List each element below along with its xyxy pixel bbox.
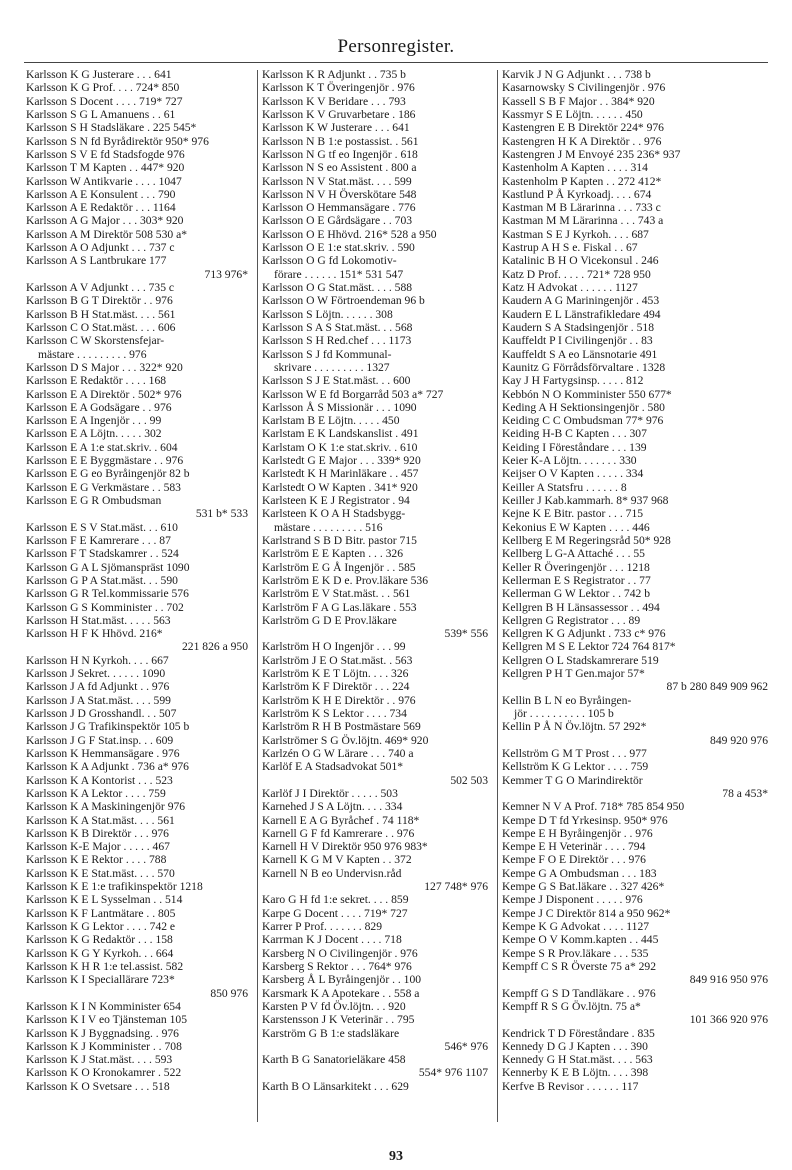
register-entry: Karlsson B G T Direktör . . 976 [26, 294, 173, 308]
register-entry: Kaudern S A Stadsingenjör . 518 [502, 320, 654, 334]
register-entry: Karlsson G S Komminister . . 702 [26, 600, 184, 614]
register-entry: 531 b* 533 [195, 507, 248, 521]
register-entry: jör . . . . . . . . . . 105 b [514, 707, 614, 720]
register-entry: Kempe O V Komm.kapten . . 445 [502, 933, 659, 947]
register-entry: Kempe K G Advokat . . . . 1127 [502, 920, 650, 933]
register-entry: Karlsson J D Grosshandl. . . 507 [26, 707, 177, 720]
register-entry: Karlsson K O Kronokamrer . 522 [26, 1066, 182, 1080]
register-entry: Karlsteen K E J Registrator . 94 [262, 494, 410, 507]
register-entry: Kennerby K E B Löjtn. . . . 398 [502, 1066, 649, 1080]
register-entry: Karlsson C O Stat.mäst. . . . 606 [26, 320, 176, 334]
register-entry: Karlsson K B Direktör . . . 976 [26, 826, 169, 840]
register-entry: Katz D Prof. . . . . 721* 728 950 [502, 267, 651, 281]
register-entry: Kellgren B H Länsassessor . . 494 [502, 600, 660, 614]
register-entry: förare . . . . . . 151* 531 547 [274, 267, 404, 281]
register-entry: Karlsson K G Lektor . . . . 742 e [26, 920, 176, 933]
register-entry: Karlsson J Sekret. . . . . . 1090 [26, 667, 166, 681]
register-entry: Karlsson S N fd Byrådirektör 950* 976 [26, 134, 209, 148]
register-entry: Karnehed J S A Löjtn. . . . 334 [262, 800, 403, 814]
register-entry: 101 366 920 976 [689, 1013, 768, 1027]
register-entry: Karlsson O W Förtroendeman 96 b [262, 294, 425, 308]
register-entry: Kellgren O L Stadskamrerare 519 [502, 653, 659, 667]
register-entry: Karlsson K G Prof. . . . 724* 850 [26, 81, 180, 95]
register-entry: Karlström E E Kapten . . . 326 [262, 547, 404, 561]
register-entry: Karlsson K E Rektor . . . . 788 [26, 853, 167, 867]
register-entry: Karlsson K G Justerare . . . 641 [26, 68, 172, 81]
register-entry: Kemner N V A Prof. 718* 785 854 950 [502, 800, 685, 814]
register-entry: Karlsson K I Speciallärare 723* [26, 973, 175, 987]
register-entry: Karth B G Sanatorieläkare 458 [262, 1053, 406, 1067]
register-entry: Kempe E H Byråingenjör . . 976 [502, 826, 653, 840]
register-entry: Kaudern A G Mariningenjör . 453 [502, 294, 660, 308]
register-entry: Karlsson S A S Stat.mäst. . . 568 [262, 320, 413, 334]
register-entry: 87 b 280 849 909 962 [666, 680, 768, 694]
register-entry: Karlsson J G F Stat.insp. . . 609 [26, 733, 174, 747]
page-title: Personregister. [337, 36, 455, 57]
register-entry: Karlsson E A Direktör . 502* 976 [26, 387, 182, 401]
register-entry: Kempe G S Bat.läkare . . 327 426* [502, 880, 665, 894]
register-entry: Karlsson K E L Sysselman . . 514 [26, 893, 183, 907]
register-entry: Karrman K J Docent . . . . 718 [262, 933, 402, 947]
register-entry: Karlsson S Docent . . . . 719* 727 [26, 94, 183, 108]
register-entry: Karlsson N V H Överskötare 548 [262, 187, 417, 201]
register-entry: Karlsson K G Y Kyrkoh. . . 664 [26, 946, 174, 960]
register-entry: Karlsson S V E fd Stadsfogde 976 [26, 147, 185, 161]
register-entry: Karlsson K A Kontorist . . . 523 [26, 773, 173, 787]
register-entry: mästare . . . . . . . . . 516 [274, 520, 383, 534]
register-entry: Kellgren M S E Lektor 724 764 817* [502, 640, 676, 654]
register-entry: Karlsson K R Adjunkt . . 735 b [262, 68, 406, 81]
register-entry: Karlsson A M Direktör 508 530 a* [26, 227, 188, 241]
register-entry: Karlsson S Löjtn. . . . . . 308 [262, 307, 393, 321]
register-entry: Karlsson A E Konsulent . . . 790 [26, 187, 176, 201]
register-entry: Kemmer T G O Marindirektör [502, 773, 643, 787]
register-entry: Karlstam B E Löjtn. . . . . 450 [262, 414, 400, 428]
register-entry: Kekonius E W Kapten . . . . 446 [502, 520, 650, 534]
register-entry: Keiding C C Ombudsman 77* 976 [502, 414, 664, 428]
register-entry: Karlsson W Antikvarie . . . . 1047 [26, 174, 182, 188]
register-entry: Karlström J E O Stat.mäst. . 563 [262, 653, 413, 667]
register-entry: 849 916 950 976 [689, 973, 768, 987]
register-entry: Kellström G M T Prost . . . 977 [502, 746, 647, 760]
register-entry: Karlsson O E Gårdsägare . . 703 [262, 214, 413, 228]
register-entry: Karlström F A G Las.läkare . 553 [262, 600, 417, 614]
register-entry: Kempe G A Ombudsman . . . 183 [502, 866, 657, 880]
register-entry: Karlsson G A L Sjömanspräst 1090 [26, 560, 190, 574]
register-entry: Karth B O Länsarkitekt . . . 629 [262, 1079, 409, 1093]
register-entry: Karlsson N G tf eo Ingenjör . 618 [262, 147, 418, 161]
register-entry: skrivare . . . . . . . . . 1327 [274, 360, 390, 374]
register-entry: Karlsson K V Beridare . . . 793 [262, 94, 406, 108]
register-entry: Keding A H Sektionsingenjör . 580 [502, 400, 665, 414]
register-entry: Kellin P Å N Öv.löjtn. 57 292* [502, 720, 647, 734]
register-entry: Karlsson K Hemmansägare . 976 [26, 746, 180, 760]
register-entry: Katalinic B H O Vicekonsul . 246 [502, 254, 659, 268]
register-entry: Karlsteen K O A H Stadsbygg- [262, 507, 406, 521]
register-entry: Karlsson K F Lantmätare . . 805 [26, 906, 176, 920]
register-entry: Kerfve B Revisor . . . . . . 117 [502, 1079, 639, 1093]
register-entry: Karlsson T M Kapten . . 447* 920 [26, 161, 185, 175]
register-entry: Karlsson J A fd Adjunkt . . 976 [26, 680, 170, 694]
register-entry: Karlsson K E Stat.mäst. . . . 570 [26, 866, 175, 880]
register-entry: Karlsson J A Stat.mäst. . . . 599 [26, 693, 171, 707]
register-entry: Karlstedt K H Marinläkare . . 457 [262, 467, 419, 481]
register-entry: Karlöf J I Direktör . . . . . 503 [262, 786, 398, 800]
register-entry: Karlsson E E Byggmästare . . 976 [26, 454, 184, 468]
register-entry: Karlsson A O Adjunkt . . . 737 c [26, 241, 175, 255]
register-entry: Kastengren E B Direktör 224* 976 [502, 121, 664, 135]
register-entry: Karlsson S G L Amanuens . . 61 [26, 107, 176, 121]
register-entry: Karlsson K J Stat.mäst. . . . 593 [26, 1053, 173, 1067]
register-entry: Karlsson E Redaktör . . . . 168 [26, 374, 167, 388]
register-entry: Karlstam E K Landskanslist . 491 [262, 427, 419, 441]
register-column-1 [26, 68, 248, 1093]
register-entry: Karlsson K A Lektor . . . . 759 [26, 786, 166, 800]
register-entry: Kastengren H K A Direktör . . 976 [502, 134, 662, 148]
register-entry: 546* 976 [444, 1039, 488, 1053]
register-entry: Keijser O V Kapten . . . . . 334 [502, 467, 644, 481]
register-entry: Karlsson K I N Komminister 654 [26, 999, 181, 1013]
register-entry: Karlsson O E 1:e stat.skriv. . 590 [262, 241, 415, 255]
register-entry: Karlsson H Stat.mäst. . . . . 563 [26, 613, 171, 627]
register-entry: Karnell N B eo Undervisn.råd [262, 866, 402, 880]
register-entry: Kastman S E J Kyrkoh. . . . 687 [502, 227, 649, 241]
register-entry: Kennedy D G J Kapten . . . 390 [502, 1039, 648, 1053]
register-entry: Karlzén O G W Lärare . . . 740 a [262, 746, 414, 760]
register-entry: Karlsson J G Trafikinspektör 105 b [26, 720, 190, 734]
register-entry: Kay J H Fartygsinsp. . . . . 812 [502, 374, 644, 388]
register-entry: Karlsson K A Stat.mäst. . . . 561 [26, 813, 175, 827]
register-entry: Kellerman E S Registrator . . 77 [502, 573, 651, 587]
register-entry: Karlsson K A Adjunkt . 736 a* 976 [26, 760, 189, 774]
register-entry: Karlsson A V Adjunkt . . . 735 c [26, 281, 175, 294]
register-entry: Keiding I Föreståndare . . . 139 [502, 440, 647, 454]
register-entry: Karlsson E A Ingenjör . . . 99 [26, 414, 162, 428]
register-entry: Kauffeldt P I Civilingenjör . . 83 [502, 334, 653, 348]
register-entry: mästare . . . . . . . . . 976 [38, 347, 147, 361]
register-entry: Karlsson H N Kyrkoh. . . . 667 [26, 653, 169, 667]
register-entry: 539* 556 [444, 627, 488, 641]
register-entry: Karnell E A G Byråchef . 74 118* [262, 813, 420, 827]
register-entry: Kempff C S R Överste 75 a* 292 [502, 959, 657, 973]
register-entry: Keiller J Kab.kammarh. 8* 937 968 [502, 494, 669, 507]
register-entry: Karlsson C W Skorstensfejar- [26, 334, 165, 348]
register-entry: Kastman M B Lärarinna . . . 733 c [502, 201, 661, 215]
register-entry: Karlsson Å S Missionär . . . 1090 [262, 400, 417, 414]
register-entry: Karlsson E A 1:e stat.skriv. . 604 [26, 440, 178, 454]
register-entry: Karlsson N S eo Assistent . 800 a [262, 161, 417, 175]
register-entry: Karlsson K J Komminister . . 708 [26, 1039, 182, 1053]
register-entry: Kempe S R Prov.läkare . . . 535 [502, 946, 649, 960]
register-column-2 [262, 68, 488, 1093]
register-column-3 [502, 68, 768, 1093]
register-entry: Karlsson S J fd Kommunal- [262, 347, 392, 361]
register-entry: Karlsson O G fd Lokomotiv- [262, 254, 397, 268]
register-entry: Karlstam O K 1:e stat.skriv. . 610 [262, 440, 418, 454]
register-entry: 554* 976 1107 [418, 1066, 488, 1080]
register-entry: Karnell K G M V Kapten . . 372 [262, 853, 412, 867]
register-entry: 713 976* [204, 267, 248, 281]
register-entry: Karlsson E S V Stat.mäst. . . 610 [26, 520, 178, 534]
register-entry: Karsten P V fd Öv.löjtn. . . 920 [262, 999, 406, 1013]
register-entry: 127 748* 976 [424, 880, 488, 894]
register-entry: Karlsson E G Verkmästare . . 583 [26, 480, 181, 494]
register-entry: Kellberg E M Regeringsråd 50* 928 [502, 533, 671, 547]
register-entry: Kejne K E Bitr. pastor . . . 715 [502, 507, 644, 521]
register-entry: Kempe J C Direktör 814 a 950 962* [502, 906, 671, 920]
register-entry: Karlsson E A Löjtn. . . . . 302 [26, 427, 162, 441]
register-entry: Karlsson A E Redaktör . . . 1164 [26, 201, 176, 215]
register-entry: Karsberg Å L Byråingenjör . . 100 [262, 973, 422, 987]
register-entry: Kebbón N O Komminister 550 677* [502, 387, 672, 401]
register-entry: Kellström K G Lektor . . . . 759 [502, 760, 649, 774]
register-entry: Karlsson B H Stat.mäst. . . . 561 [26, 307, 176, 321]
register-entry: Karlström K F Direktör . . . 224 [262, 680, 410, 694]
register-entry: Kasarnowsky S Civilingenjör . 976 [502, 81, 666, 95]
register-entry: Karlsson E A Godsägare . . 976 [26, 400, 172, 414]
register-entry: Karlström K S Lektor . . . . 734 [262, 707, 407, 720]
register-entry: Karlsson K G Redaktör . . . 158 [26, 933, 173, 947]
register-entry: Karlstedt O W Kapten . 341* 920 [262, 480, 418, 494]
register-entry: Kellgren K G Adjunkt . 733 c* 976 [502, 627, 666, 641]
register-entry: Karlström E K D e. Prov.läkare 536 [262, 573, 429, 587]
register-entry: 502 503 [450, 773, 488, 787]
register-entry: Karlström R H B Postmästare 569 [262, 720, 421, 734]
register-entry: Karlsson A S Lantbrukare 177 [26, 254, 167, 268]
register-entry: Kempff G S D Tandläkare . . 976 [502, 986, 656, 1000]
register-entry: Karsberg S Rektor . . . 764* 976 [262, 959, 412, 973]
register-entry: Karlsson K I V eo Tjänsteman 105 [26, 1013, 188, 1027]
register-entry: Kempe F O E Direktör . . . 976 [502, 853, 646, 867]
register-entry: Karlsson K E 1:e trafikinspektör 1218 [26, 880, 203, 894]
header-rule [24, 62, 768, 63]
register-entry: Keiller A Statsfru . . . . . . 8 [502, 480, 627, 494]
column-divider [497, 70, 498, 1122]
register-entry: Keier K-A Löjtn. . . . . . . 330 [502, 454, 637, 468]
register-entry: Karlsson F E Kamrerare . . . 87 [26, 533, 171, 547]
register-entry: Kastman M M Lärarinna . . . 743 a [502, 214, 664, 228]
register-entry: Karlsson S H Red.chef . . . 1173 [262, 334, 412, 348]
register-entry: Karrer P Prof. . . . . . . 829 [262, 920, 382, 933]
register-entry: Karlsson K W Justerare . . . 641 [262, 121, 410, 135]
register-entry: Kaudern E L Länstrafikledare 494 [502, 307, 661, 321]
register-entry: Kastlund P Å Kyrkoadj. . . . 674 [502, 187, 652, 201]
register-entry: Keiding H-B C Kapten . . . 307 [502, 427, 647, 441]
register-entry: Karlsson N B 1:e postassist. . 561 [262, 134, 419, 148]
register-entry: Kassell S B F Major . . 384* 920 [502, 94, 655, 108]
register-entry: Karlsson S H Stadsläkare . 225 545* [26, 121, 197, 135]
register-entry: Kennedy G H Stat.mäst. . . . 563 [502, 1053, 653, 1067]
register-entry: Karlsson O Hemmansägare . 776 [262, 201, 416, 215]
register-entry: Karlsson D S Major . . . 322* 920 [26, 360, 183, 374]
register-entry: Karnell G F fd Kamrerare . . 976 [262, 826, 415, 840]
register-entry: Karlström E V Stat.mäst. . . 561 [262, 587, 411, 601]
register-entry: Kaunitz G Förrådsförvaltare . 1328 [502, 360, 666, 374]
register-entry: Karlsson K O Svetsare . . . 518 [26, 1079, 170, 1093]
register-entry: Kastrup A H S e. Fiskal . . 67 [502, 241, 638, 255]
register-entry: Karlsson W E fd Borgarråd 503 a* 727 [262, 387, 444, 401]
register-entry: Kellberg L G-A Attaché . . . 55 [502, 547, 645, 561]
register-entry: 850 976 [210, 986, 248, 1000]
register-entry: Keller R Överingenjör . . . 1218 [502, 560, 650, 574]
register-entry: Karsmark K A Apotekare . . 558 a [262, 986, 420, 1000]
register-entry: Kastenholm A Kapten . . . . 314 [502, 161, 648, 175]
register-entry: Karlström H O Ingenjör . . . 99 [262, 640, 406, 654]
register-entry: Karlsson K-E Major . . . . . 467 [26, 840, 170, 854]
register-entry: Karlsson K H R 1:e tel.assist. 582 [26, 959, 184, 973]
register-entry: Kauffeldt S A eo Länsnotarie 491 [502, 347, 658, 361]
register-entry: 221 826 a 950 [181, 640, 248, 654]
register-entry: Kellin B L N eo Byråingen- [502, 693, 632, 707]
register-entry: Katz H Advokat . . . . . . 1127 [502, 281, 638, 294]
register-entry: Kendrick T D Föreståndare . 835 [502, 1026, 655, 1040]
register-entry: Karlström K E T Löjtn. . . . 326 [262, 667, 409, 681]
register-entry: Karstensson J K Veterinär . . 795 [262, 1013, 415, 1027]
register-entry: Karo G H fd 1:e sekret. . . . 859 [262, 893, 409, 907]
register-entry: Karlsson E G eo Byråingenjör 82 b [26, 467, 190, 481]
register-entry: Karlsson N V Stat.mäst. . . . 599 [262, 174, 412, 188]
register-entry: Karpe G Docent . . . . 719* 727 [262, 906, 408, 920]
register-entry: Kastengren J M Envoyé 235 236* 937 [502, 147, 681, 161]
register-entry: Karlsson A G Major . . . 303* 920 [26, 214, 184, 228]
register-entry: Kempff R S G Öv.löjtn. 75 a* [502, 999, 641, 1013]
register-entry: Karlsson S J E Stat.mäst. . . 600 [262, 374, 411, 388]
register-entry: Kellgren P H T Gen.major 57* [502, 667, 645, 681]
register-entry: Karvik J N G Adjunkt . . . 738 b [502, 68, 651, 81]
register-entry: Karlsson G R Tel.kommissarie 576 [26, 587, 189, 601]
register-entry: Kempe D T fd Yrkesinsp. 950* 976 [502, 813, 668, 827]
column-divider [257, 70, 258, 1122]
register-entry: Karlsson H F K Hhövd. 216* [26, 627, 163, 641]
register-entry: Karlstedt G E Major . . . 339* 920 [262, 454, 421, 468]
register-entry: Karlström K H E Direktör . . 976 [262, 693, 416, 707]
register-entry: 78 a 453* [722, 786, 768, 800]
register-entry: Kempe J Disponent . . . . . 976 [502, 893, 643, 907]
register-entry: Karlsson K V Gruvarbetare . 186 [262, 107, 416, 121]
register-entry: Karlsson K J Byggnadsing. . 976 [26, 1026, 179, 1040]
register-entry: Karlström G D E Prov.läkare [262, 613, 397, 627]
page-number: 93 [389, 1149, 403, 1164]
register-entry: Kempe E H Veterinär . . . . 794 [502, 840, 646, 854]
register-entry: Kastenholm P Kapten . . 272 412* [502, 174, 662, 188]
register-entry: Kassmyr S E Löjtn. . . . . . 450 [502, 107, 643, 121]
register-entry: Karsberg N O Civilingenjör . 976 [262, 946, 418, 960]
register-entry: Karlsson O G Stat.mäst. . . . 588 [262, 281, 413, 294]
register-entry: Kellgren G Registrator . . . 89 [502, 613, 641, 627]
register-entry: Karlsson F T Stadskamrer . . 524 [26, 547, 179, 561]
register-entry: Karlstrand S B D Bitr. pastor 715 [262, 533, 417, 547]
register-entry: Karlsson E G R Ombudsman [26, 494, 162, 507]
register-entry: Karnell H V Direktör 950 976 983* [262, 840, 428, 854]
register-entry: Karlsson O E Hhövd. 216* 528 a 950 [262, 227, 437, 241]
register-entry: Karlöf E A Stadsadvokat 501* [262, 760, 404, 774]
register-entry: 849 920 976 [710, 733, 768, 747]
register-entry: Karlström E G Å Ingenjör . . 585 [262, 560, 416, 574]
register-entry: Karström G B 1:e stadsläkare [262, 1026, 400, 1040]
register-entry: Kellerman G W Lektor . . 742 b [502, 587, 651, 601]
register-entry: Karlsson K T Överingenjör . 976 [262, 81, 415, 95]
register-entry: Karlsson G P A Stat.mäst. . . 590 [26, 573, 178, 587]
register-entry: Karlsson K A Maskiningenjör 976 [26, 800, 186, 814]
register-entry: Karlströmer S G Öv.löjtn. 469* 920 [262, 733, 429, 747]
